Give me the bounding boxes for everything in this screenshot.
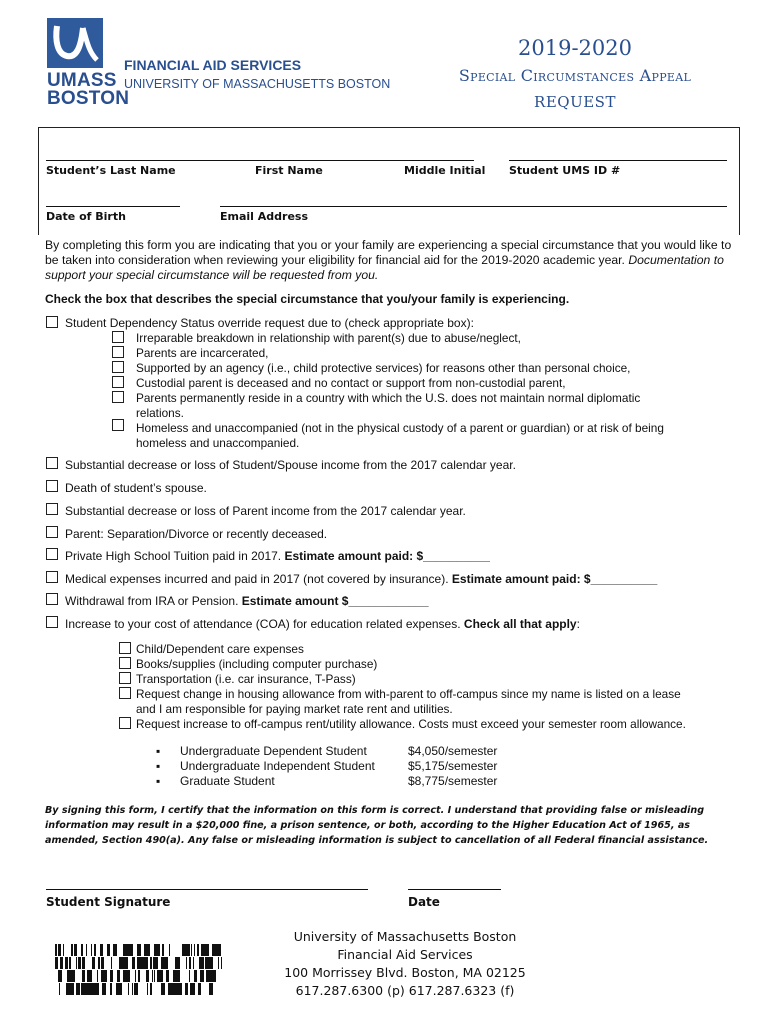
dependency-label: Student Dependency Status override request due to (check appropriate box): [65, 316, 474, 330]
student-signature-line[interactable] [46, 889, 368, 890]
dep-agency-label: Supported by an agency (i.e., child protective services) for reasons other than personal choice, [136, 361, 631, 375]
ira-estimate[interactable]: Estimate amount $____________ [241, 594, 429, 608]
student-income-label: Substantial decrease or loss of Student/Spouse income from the 2017 calendar year. [65, 458, 516, 472]
ums-id-label: Student UMS ID # [509, 164, 621, 177]
private-hs-row [65, 549, 490, 564]
university-name: UNIVERSITY OF MASSACHUSETTS BOSTON [124, 77, 391, 91]
date-line[interactable] [408, 889, 501, 890]
dep-homeless-label: Homeless and unaccompanied (not in the physical custody of a parent or guardian) or at risk of being [136, 421, 664, 435]
coa-housing-label-cont: and I am responsible for paying market rate rent and utilities. [136, 702, 453, 716]
parent-income-checkbox[interactable] [46, 503, 58, 515]
ira-label: Withdrawal from IRA or Pension. [65, 594, 239, 608]
footer-street: 100 Morrissey Blvd. Boston, MA 02125 [284, 965, 526, 980]
private-hs-estimate[interactable]: Estimate amount paid: $__________ [284, 549, 490, 563]
ums-id-line[interactable] [509, 160, 727, 161]
check-heading: Check the box that describes the special circumstance that you/your family is experiencing. [45, 292, 570, 306]
private-hs-label: Private High School Tuition paid in 2017. [65, 549, 282, 563]
parent-separation-checkbox[interactable] [46, 526, 58, 538]
dep-abroad-label-cont: relations. [136, 406, 184, 420]
form-title: Special Circumstances Appeal [458, 66, 692, 85]
coa-childcare-checkbox[interactable] [119, 642, 131, 654]
middle-initial-label: Middle Initial [404, 164, 486, 177]
coa-label: Increase to your cost of attendance (COA) for education related expenses. [65, 617, 461, 631]
coa-books-label: Books/supplies (including computer purchase) [136, 657, 378, 671]
dep-abroad-label: Parents permanently reside in a country with which the U.S. does not maintain normal diplomatic [136, 391, 641, 405]
date-label: Date [408, 895, 440, 909]
umass-logo-mark [47, 18, 103, 68]
dep-abroad-checkbox[interactable] [112, 391, 124, 403]
barcode-image [55, 944, 222, 996]
barcode-graphic [55, 944, 222, 996]
coa-row [65, 617, 580, 632]
umass-logo [47, 18, 103, 68]
footer-university: University of Massachusetts Boston [293, 929, 517, 944]
form-title-request: REQUEST [534, 93, 616, 111]
dept-name: FINANCIAL AID SERVICES [124, 57, 302, 73]
medical-estimate[interactable]: Estimate amount paid: $__________ [451, 572, 658, 586]
footer-dept: Financial Aid Services [337, 947, 473, 962]
bullet-icon: ▪ [156, 759, 161, 773]
coa-rent-checkbox[interactable] [119, 717, 131, 729]
email-line[interactable] [220, 206, 727, 207]
dob-label: Date of Birth [46, 210, 126, 223]
intro-text: By completing this form you are indicating that you or your family are experiencing a special circumstance that you would like to be taken into consideration when reviewing your eligibility for financial aid for the 2019-2020 academic year. [45, 238, 732, 267]
coa-books-checkbox[interactable] [119, 657, 131, 669]
coa-housing-checkbox[interactable] [119, 687, 131, 699]
logo-umass-text: UMASS [47, 70, 117, 91]
allowance-ug-dependent-label: Undergraduate Dependent Student [180, 744, 367, 758]
intro-documentation-note: Documentation to support your special circumstance will be requested from you. [45, 253, 724, 282]
last-name-label: Student’s Last Name [46, 164, 176, 177]
dep-deceased-checkbox[interactable] [112, 376, 124, 388]
ira-row [65, 594, 429, 609]
medical-checkbox[interactable] [46, 571, 58, 583]
dep-deceased-label: Custodial parent is deceased and no contact or support from non-custodial parent, [136, 376, 566, 390]
certification-statement: By signing this form, I certify that the information on this form is correct. I understand that providing false or misleading information may result in a $20,000 fine, a prison sentence, or both, according to the Higher Education Act of 1965, as amended, Section 490(a). Any false or misleading information is subject to cancellation of all Federal financial assistance. [45, 805, 709, 846]
coa-checkbox[interactable] [46, 616, 58, 628]
footer-address [260, 928, 550, 1000]
first-name-label: First Name [255, 164, 323, 177]
allowance-graduate-label: Graduate Student [180, 774, 275, 788]
student-info-frame [38, 127, 740, 235]
dob-line[interactable] [46, 206, 180, 207]
medical-row [65, 572, 657, 587]
email-label: Email Address [220, 210, 309, 223]
dependency-checkbox[interactable] [46, 316, 58, 328]
coa-housing-label: Request change in housing allowance from with-parent to off-campus since my name is listed on a lease [136, 687, 681, 701]
last-first-middle-line[interactable] [46, 160, 474, 161]
spouse-death-checkbox[interactable] [46, 480, 58, 492]
dep-agency-checkbox[interactable] [112, 361, 124, 373]
coa-transport-checkbox[interactable] [119, 672, 131, 684]
dep-incarcerated-checkbox[interactable] [112, 346, 124, 358]
dep-homeless-checkbox[interactable] [112, 419, 124, 431]
student-income-checkbox[interactable] [46, 457, 58, 469]
intro-paragraph [45, 238, 735, 283]
bullet-icon: ▪ [156, 774, 161, 788]
dep-abuse-label: Irreparable breakdown in relationship with parent(s) due to abuse/neglect, [136, 331, 521, 345]
footer-phone: 617.287.6300 (p) 617.287.6323 (f) [295, 983, 515, 998]
allowance-graduate-amount: $8,775/semester [408, 774, 498, 788]
dep-homeless-label-cont: homeless and unaccompanied. [136, 436, 300, 450]
coa-childcare-label: Child/Dependent care expenses [136, 642, 304, 656]
coa-check-all: Check all that apply [463, 617, 577, 631]
allowance-ug-independent-label: Undergraduate Independent Student [180, 759, 375, 773]
logo-boston-text: BOSTON [47, 88, 130, 109]
form-year: 2019-2020 [518, 36, 632, 60]
student-signature-label: Student Signature [46, 895, 171, 909]
dep-abuse-checkbox[interactable] [112, 331, 124, 343]
parent-separation-label: Parent: Separation/Divorce or recently deceased. [65, 527, 328, 541]
medical-label: Medical expenses incurred and paid in 2017 (not covered by insurance). [65, 572, 449, 586]
parent-income-label: Substantial decrease or loss of Parent income from the 2017 calendar year. [65, 504, 466, 518]
dep-incarcerated-label: Parents are incarcerated, [136, 346, 269, 360]
spouse-death-label: Death of student’s spouse. [65, 481, 207, 495]
allowance-ug-independent-amount: $5,175/semester [408, 759, 498, 773]
logo-wordmark [47, 72, 129, 108]
coa-colon: : [576, 617, 580, 631]
bullet-icon: ▪ [156, 744, 161, 758]
allowance-ug-dependent-amount: $4,050/semester [408, 744, 498, 758]
private-hs-checkbox[interactable] [46, 548, 58, 560]
ira-checkbox[interactable] [46, 593, 58, 605]
coa-rent-label: Request increase to off-campus rent/utility allowance. Costs must exceed your semester room allowance. [136, 717, 686, 731]
coa-transport-label: Transportation (i.e. car insurance, T-Pass) [136, 672, 356, 686]
